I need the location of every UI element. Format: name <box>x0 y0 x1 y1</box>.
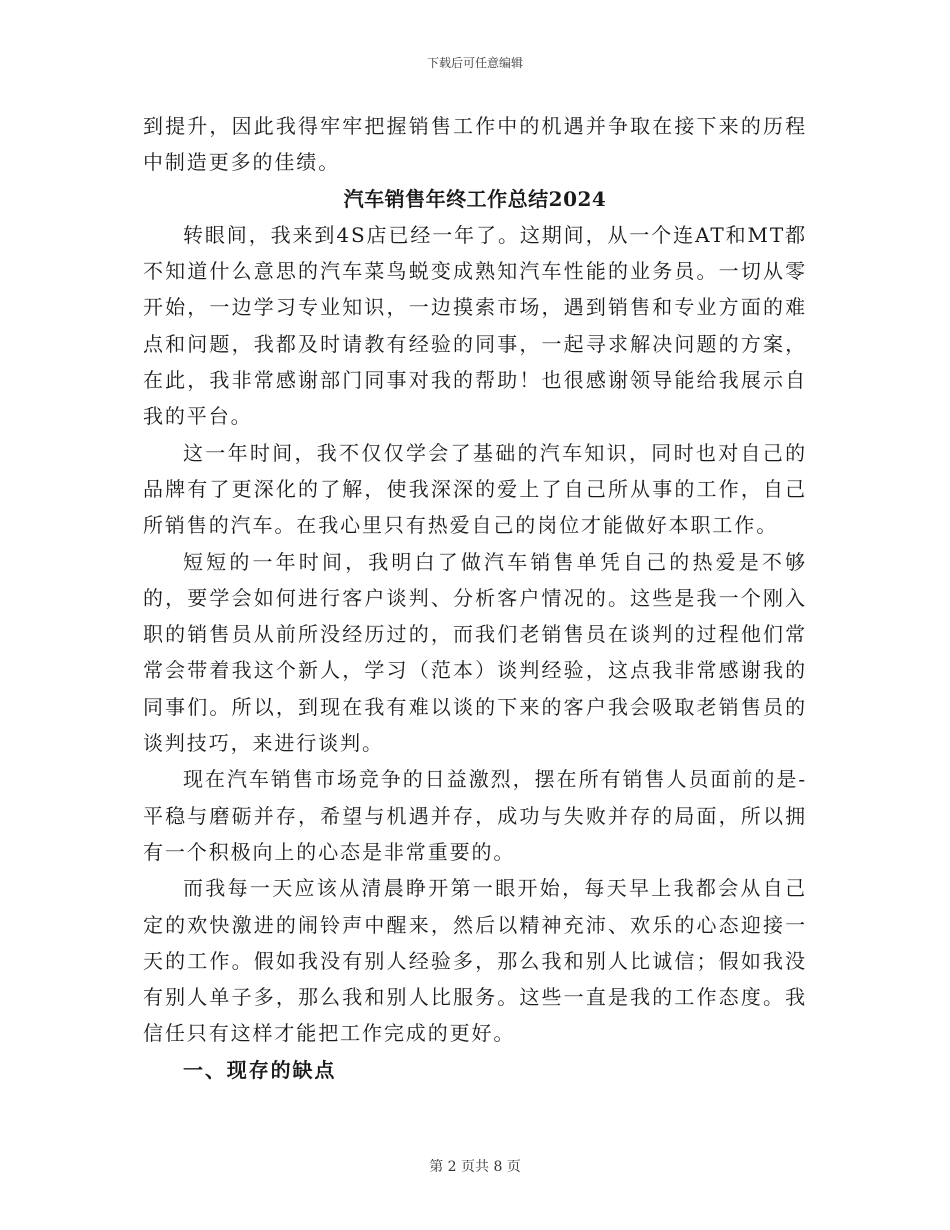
body-paragraph-4: 现在汽车销售市场竞争的日益激烈，摆在所有销售人员面前的是-平稳与磨砺并存，希望与机遇并存，成功与失败并存的局面，所以拥有一个积极向上的心态是非常重要的。 <box>143 767 807 864</box>
body-paragraph-1: 转眼间，我来到4S店已经一年了。这期间，从一个连AT和MT都不知道什么意思的汽车菜鸟蜕变成熟知汽车性能的业务员。一切从零开始，一边学习专业知识，一边摸索市场，遇到销售和专业方面的难点和问题，我都及时请教有经验的同事，一起寻求解决问题的方案，在此，我非常感谢部门同事对我的帮助！也很感谢领导能给我展示自我的平台。 <box>143 222 807 429</box>
section-heading: 一、现存的缺点 <box>183 1057 337 1082</box>
page-number-footer: 第 2 页共 8 页 <box>429 1159 521 1175</box>
continuation-paragraph: 到提升，因此我得牢牢把握销售工作中的机遇并争取在接下来的历程中制造更多的佳绩。 <box>143 114 807 175</box>
body-paragraph-5: 而我每一天应该从清晨睁开第一眼开始，每天早上我都会从自己定的欢快激进的闹铃声中醒来，然后以精神充沛、欢乐的心态迎接一天的工作。假如我没有别人经验多，那么我和别人比诚信；假如我没有别人单子多，那么我和别人比服务。这些一直是我的工作态度。我信任只有这样才能把工作完成的更好。 <box>143 876 807 1046</box>
page-header-note: 下载后可任意编辑 <box>426 56 523 70</box>
document-title: 汽车销售年终工作总结2024 <box>343 186 607 211</box>
document-body <box>143 108 807 1088</box>
body-paragraph-3: 短短的一年时间，我明白了做汽车销售单凭自己的热爱是不够的，要学会如何进行客户谈判、分析客户情况的。这些是我一个刚入职的销售员从前所没经历过的，而我们老销售员在谈判的过程他们常常会带着我这个新人，学习（范本）谈判经验，这点我非常感谢我的同事们。所以，到现在我有难以谈的下来的客户我会吸取老销售员的谈判技巧，来进行谈判。 <box>143 549 807 756</box>
body-paragraph-2: 这一年时间，我不仅仅学会了基础的汽车知识，同时也对自己的品牌有了更深化的了解，使我深深的爱上了自己所从事的工作，自己所销售的汽车。在我心里只有热爱自己的岗位才能做好本职工作。 <box>143 440 807 538</box>
